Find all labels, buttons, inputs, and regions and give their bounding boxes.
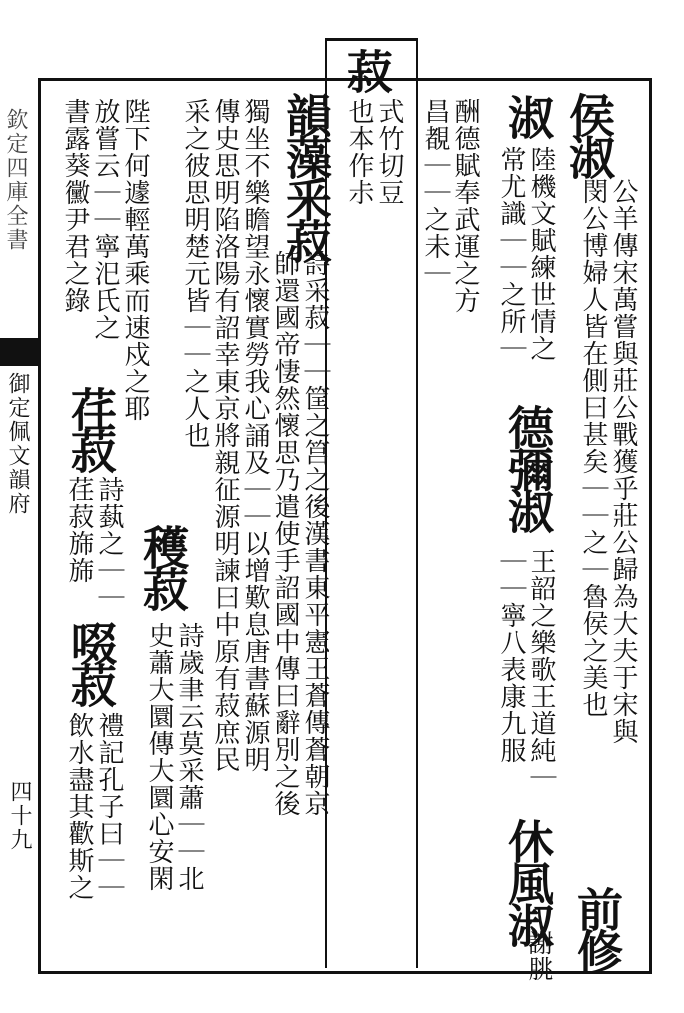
text-col8: 陛下何遽輕萬乘而速戍之耶 — [120, 98, 150, 422]
annotation-col7-c: 史蕭大圜傳大圜心安閑 — [144, 622, 174, 892]
annotation-col9-b: 詩蓺之｜｜ — [94, 476, 124, 611]
header-box-top — [325, 38, 417, 41]
text-col7: 采之彼思明楚元皆｜｜之人也 — [180, 98, 210, 449]
entry-heading-hou-shu: 侯淑 — [562, 92, 616, 176]
annotation-col3-a: 酬德賦奉武運之方 — [450, 98, 480, 314]
annotation-col2-c: 王韶之樂歌王道純｜ — [526, 548, 556, 791]
head-character-shu: 菽 — [340, 48, 394, 90]
annotation-col7-b: 詩歲聿云莫采蕭｜｜北 — [174, 622, 204, 892]
header-box-left — [325, 38, 327, 81]
margin-page-number: 四十九 — [7, 780, 32, 852]
annotation-col2-d: ｜｜寧八表康九服 — [496, 548, 526, 764]
annotation-col4-b: 師還國帝悽然懷思乃遣使手詔國中傳曰辭別之後 — [270, 250, 300, 817]
annotation-col9-d: 禮記孔子曰｜｜ — [94, 712, 124, 901]
entry-heading-ren-shu: 荏菽 — [64, 386, 118, 470]
text-col5: 獨坐不樂瞻望永懷實勞我心誦及｜｜以增歎息唐書蘇源明 — [240, 98, 270, 773]
annotation-col9-c: 荏菽旆旆 — [64, 476, 94, 584]
column-divider-head — [416, 78, 418, 968]
entry-heading-de-mi-shu: 德彌淑 — [501, 404, 555, 530]
annotation-col1-left: 閔公博婦人皆在側曰甚矣｜｜之｜魯侯之美也 — [578, 178, 608, 718]
margin-book-title: 欽定四庫全書 — [3, 108, 28, 252]
annotation-col3-b: 昌覩｜｜之未｜ — [420, 98, 450, 287]
head-variant-note: 也本作尗 — [344, 98, 374, 206]
annotation-col2-b: 常尤識｜｜之所｜ — [496, 146, 526, 362]
text-col10: 書露葵黴尹君之錄 — [60, 98, 90, 314]
annotation-col4-a: 詩采菽｜｜筐之筥之後漢書東平憲王蒼傳蒼朝京 — [300, 250, 330, 817]
annotation-col10-b: 飲水盡其歡斯之 — [64, 712, 94, 901]
entry-heading-shu: 淑 — [501, 94, 555, 136]
text-col6: 傳史思明陷洛陽有詔幸東京將親征源明諫曰中原有菽庶民 — [210, 98, 240, 773]
entry-heading-huo-shu: 穫菽 — [136, 524, 190, 608]
entry-heading-chuo-shu: 啜菽 — [64, 620, 118, 704]
annotation-col1-right: 公羊傳宋萬嘗與莊公戰獲乎莊公歸為大夫于宋與 — [608, 178, 638, 745]
header-box-right — [416, 38, 418, 81]
head-pronunciation: 式竹切豆 — [374, 98, 404, 206]
entry-heading-xiu-feng-shu: 休風淑 — [501, 818, 555, 944]
annotation-col2-e: 謝朓 — [525, 930, 554, 982]
entry-heading-qian-xiu: 前修 — [570, 886, 624, 970]
text-col9: 放嘗云｜｜寧汜氏之 — [90, 98, 120, 341]
margin-volume-title: 御定佩文韻府 — [5, 372, 30, 516]
fishtail-mark — [0, 338, 38, 366]
annotation-col2-a: 陸機文賦練世情之 — [526, 146, 556, 362]
section-heading-yun-zao: 韻藻釆菽 — [279, 92, 333, 260]
